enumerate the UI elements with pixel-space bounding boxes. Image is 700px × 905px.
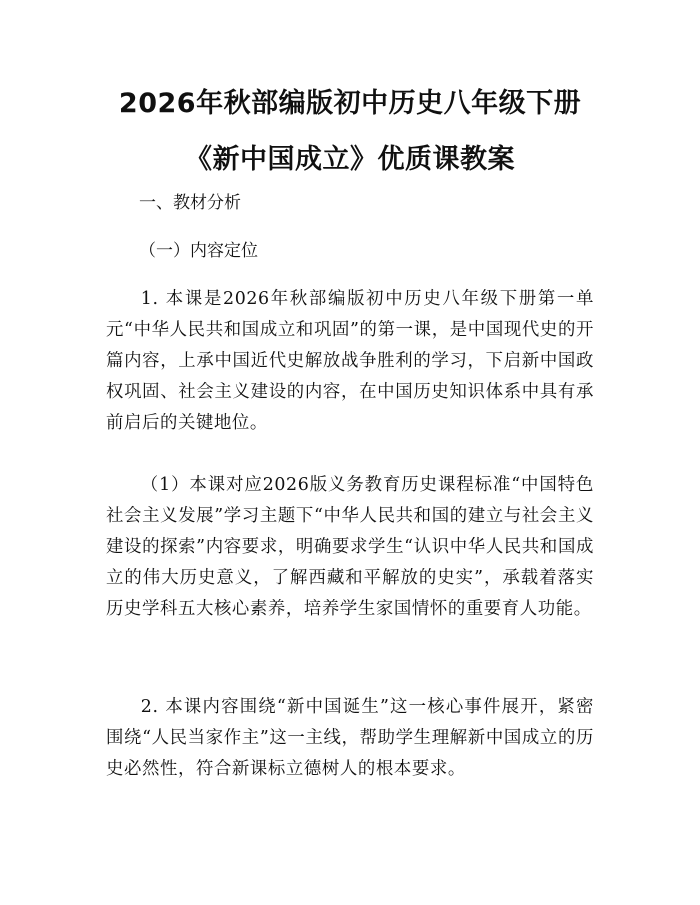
- paragraph-3: 2. 本课内容围绕“新中国诞生”这一核心事件展开，紧密围绕“人民当家作主”这一主线，帮助学生理解新中国成立的历史必然性，符合新课标立德树人的根本要求。: [106, 697, 594, 779]
- document-title: 2026年秋部编版初中历史八年级下册《新中国成立》优质课教案: [118, 88, 582, 175]
- section-heading: 一、教材分析: [139, 193, 241, 213]
- subsection-heading: （一）内容定位: [139, 241, 258, 261]
- paragraph-1: 1. 本课是2026年秋部编版初中历史八年级下册第一单元“中华人民共和国成立和巩固”的第一课，是中国现代史的开篇内容，上承中国近代史解放战争胜利的学习，下启新中国政权巩固、社会主义建设的内容，在中国历史知识体系中具有承前启后的关键地位。: [106, 289, 594, 433]
- paragraph-2: （1）本课对应2026版义务教育历史课程标准“中国特色社会主义发展”学习主题下“中华人民共和国的建立与社会主义建设的探索”内容要求，明确要求学生“认识中华人民共和国成立的伟大历史意义，了解西藏和平解放的史实”，承载着落实历史学科五大核心素养，培养学生家国情怀的重要育人功能。: [106, 475, 594, 619]
